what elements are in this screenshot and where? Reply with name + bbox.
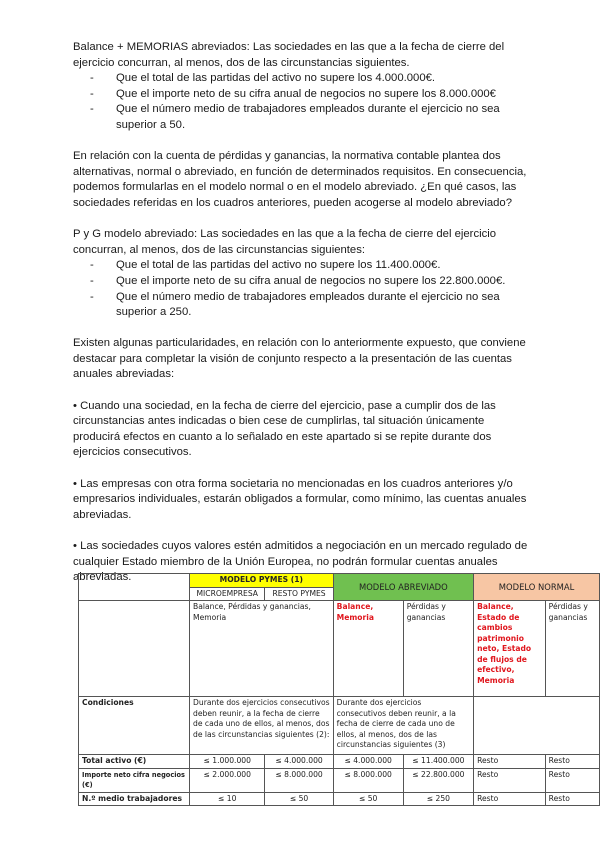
cell-normal1-activo: Resto <box>474 755 546 769</box>
paragraph-pyg-intro: En relación con la cuenta de pérdidas y ganancias, la normativa contable plantea dos alternativas, normal o abreviado, en función de determinados requisitos. En consecuencia, podemos formularlas en el modelo normal o en el modelo abreviado. ¿En qué casos, las sociedades referidas en los cuadros anteriores, pueden acogerse al modelo abreviado? <box>73 150 527 209</box>
cell-abrev1-importe: ≤ 8.000.000 <box>333 768 403 792</box>
docs-pymes: Balance, Pérdidas y ganancias, Memoria <box>190 601 334 697</box>
list-item: - Que el total de las partidas del activo no supere los 4.000.000€. <box>116 71 533 87</box>
docs-normal-pyg: Pérdidas y ganancias <box>545 601 599 697</box>
docs-abreviado-balance: Balance, Memoria <box>333 601 403 697</box>
list-item: - Que el total de las partidas del activo no supere los 11.400.000€. <box>116 258 533 274</box>
list-item: - Que el importe neto de su cifra anual de negocios no supere los 22.800.000€. <box>116 274 533 290</box>
header-modelo-abreviado: MODELO ABREVIADO <box>333 574 473 601</box>
bullet-otras-empresas: • Las empresas con otra forma societaria no mencionadas en los cuadros anteriores y/o empresarios individuales, estarán obligados a formular, como mínimo, las cuentas anuales abreviadas. <box>73 477 527 521</box>
docs-normal-balance: Balance, Estado de cambios patrimonio neto, Estado de flujos de efectivo, Memoria <box>474 601 546 697</box>
bullet-valores-admitidos: • Las sociedades cuyos valores estén admitidos a negociación en un mercado regulado de cualquier Estado miembro de la Unión Europea, no podrán formular cuentas anuales abreviadas. <box>73 540 528 584</box>
conditions-normal <box>474 697 600 755</box>
cell-abrev2-trabajadores: ≤ 250 <box>403 792 473 806</box>
paragraph-pyg-abreviado: P y G modelo abreviado: Las sociedades en las que a la fecha de cierre del ejercicio concurran, al menos, dos de las circunstancias siguientes: <box>73 228 497 256</box>
list-pyg-conditions <box>73 258 533 320</box>
cell-micro-activo: ≤ 1.000.000 <box>190 755 265 769</box>
header-modelo-normal: MODELO NORMAL <box>474 574 600 601</box>
cell-micro-trabajadores: ≤ 10 <box>190 792 265 806</box>
cell-normal2-trabajadores: Resto <box>545 792 599 806</box>
cell-abrev2-importe: ≤ 22.800.000 <box>403 768 473 792</box>
list-balance-conditions <box>73 71 533 133</box>
cell-normal1-importe: Resto <box>474 768 546 792</box>
header-modelo-pymes: MODELO PYMES (1) <box>190 574 334 588</box>
cell-micro-importe: ≤ 2.000.000 <box>190 768 265 792</box>
document-body <box>73 40 533 586</box>
table-corner <box>79 574 190 601</box>
row-label-trabajadores: N.º medio trabajadores <box>79 792 190 806</box>
conditions-pymes: Durante dos ejercicios consecutivos deben reunir, a la fecha de cierre de cada uno de ellos, al menos, dos de las circunstancias siguientes (2): <box>190 697 334 755</box>
cell-resto-importe: ≤ 8.000.000 <box>265 768 333 792</box>
cell-abrev1-activo: ≤ 4.000.000 <box>333 755 403 769</box>
cell-normal1-trabajadores: Resto <box>474 792 546 806</box>
list-item: - Que el importe neto de su cifra anual de negocios no supere los 8.000.000€ <box>116 87 533 103</box>
docs-abreviado-pyg: Pérdidas y ganancias <box>403 601 473 697</box>
subheader-microempresa: MICROEMPRESA <box>190 587 265 601</box>
row-label-importe-neto: Importe neto cifra negocios (€) <box>79 768 190 792</box>
cell-resto-trabajadores: ≤ 50 <box>265 792 333 806</box>
cell-normal2-activo: Resto <box>545 755 599 769</box>
docs-label-cell <box>79 601 190 697</box>
paragraph-particularidades: Existen algunas particularidades, en relación con lo anteriormente expuesto, que conviene destacar para completar la visión de conjunto respecto a la presentación de las cuentas anuales abreviadas: <box>73 337 526 381</box>
conditions-label: Condiciones <box>79 697 190 755</box>
paragraph-balance-memorias: Balance + MEMORIAS abreviados: Las sociedades en las que a la fecha de cierre del ejercicio concurran, al menos, dos de las circunstancias siguientes. <box>73 41 505 69</box>
cell-resto-activo: ≤ 4.000.000 <box>265 755 333 769</box>
list-item: - Que el número medio de trabajadores empleados durante el ejercicio no sea superior a 50. <box>116 102 533 133</box>
cell-normal2-importe: Resto <box>545 768 599 792</box>
cell-abrev1-trabajadores: ≤ 50 <box>333 792 403 806</box>
conditions-abreviado: Durante dos ejercicios consecutivos deben reunir, a la fecha de cierre de cada uno de ellos, al menos, dos de las circunstancias siguientes (3) <box>333 697 473 755</box>
row-label-total-activo: Total activo (€) <box>79 755 190 769</box>
bullet-cambio-situacion: • Cuando una sociedad, en la fecha de cierre del ejercicio, pase a cumplir dos de las circunstancias antes indicadas o bien cese de cumplirlas, tal situación únicamente producirá efectos en cuanto a lo señalado en este apartado si se repite durante dos ejercicios consecutivos. <box>73 399 496 459</box>
subheader-resto-pymes: RESTO PYMES <box>265 587 333 601</box>
cell-abrev2-activo: ≤ 11.400.000 <box>403 755 473 769</box>
comparison-table <box>78 573 600 806</box>
list-item: - Que el número medio de trabajadores empleados durante el ejercicio no sea superior a 250. <box>116 290 533 321</box>
